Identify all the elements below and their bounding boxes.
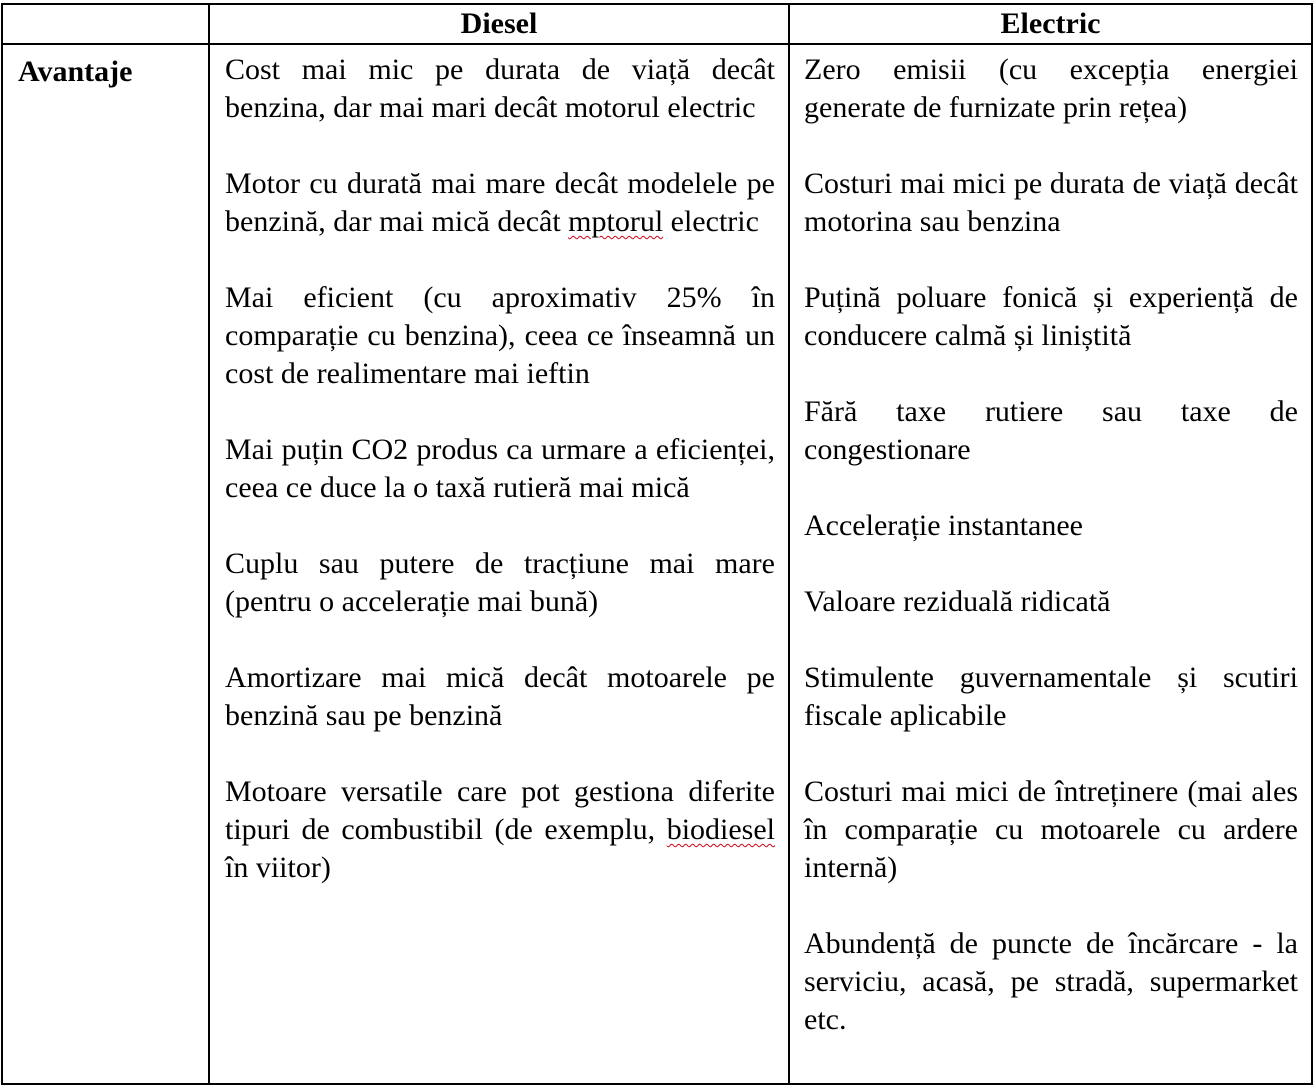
item-text: Abundență de puncte de încărcare - la serviciu, acasă, pe stradă, supermarket etc.: [804, 927, 1298, 1036]
electric-item: [804, 51, 1298, 127]
electric-item: [804, 659, 1298, 735]
item-text: Valoare reziduală ridicată: [804, 585, 1111, 618]
item-text: Cost mai mic pe durata de viață decât benzina, dar mai mari decât motorul electric: [225, 53, 775, 124]
electric-item: [804, 773, 1298, 887]
item-text: Cuplu sau putere de tracțiune mai mare (pentru o accelerație mai bună): [225, 547, 775, 618]
header-electric: Electric: [789, 4, 1312, 44]
electric-item: [804, 393, 1298, 469]
electric-item: [804, 583, 1298, 621]
item-text: Stimulente guvernamentale și scutiri fiscale aplicabile: [804, 661, 1298, 732]
item-text: Costuri mai mici de întreținere (mai ales în comparație cu motoarele cu ardere internă): [804, 775, 1298, 884]
item-text: Fără taxe rutiere sau taxe de congestionare: [804, 395, 1298, 466]
spellcheck-flagged-word: mptorul: [568, 205, 664, 238]
header-row: [2, 4, 1312, 44]
diesel-item: [225, 165, 775, 241]
diesel-item: [225, 51, 775, 127]
item-text: Puțină poluare fonică și experiență de conducere calmă și liniștită: [804, 281, 1298, 352]
spellcheck-flagged-word: biodiesel: [666, 813, 775, 846]
item-text: Costuri mai mici pe durata de viață decât motorina sau benzina: [804, 167, 1298, 238]
item-text: Amortizare mai mică decât motoarele pe benzină sau pe benzină: [225, 661, 775, 732]
diesel-item: [225, 431, 775, 507]
electric-item: [804, 925, 1298, 1039]
advantages-row: [2, 44, 1312, 1084]
diesel-item: [225, 659, 775, 735]
item-text: Mai puțin CO2 produs ca urmare a eficienței, ceea ce duce la o taxă rutieră mai mică: [225, 433, 775, 504]
diesel-item: [225, 279, 775, 393]
diesel-item: [225, 545, 775, 621]
electric-item: [804, 507, 1298, 545]
electric-item: [804, 279, 1298, 355]
comparison-table: [1, 3, 1313, 1085]
diesel-advantages-cell: [209, 44, 789, 1084]
header-diesel: Diesel: [209, 4, 789, 44]
item-text: Motor cu durată mai mare decât modelele pe benzină, dar mai mică decât: [225, 167, 775, 238]
electric-advantages-cell: [789, 44, 1312, 1084]
item-text: Mai eficient (cu aproximativ 25% în comparație cu benzina), ceea ce înseamnă un cost de realimentare mai ieftin: [225, 281, 775, 390]
item-text: în viitor): [225, 851, 331, 884]
header-empty-cell: [2, 4, 209, 44]
item-text: Zero emisii (cu excepția energiei generate de furnizate prin rețea): [804, 53, 1298, 124]
diesel-item: [225, 773, 775, 887]
item-text: Motoare versatile care pot gestiona diferite tipuri de combustibil (de exemplu,: [225, 775, 775, 846]
electric-item: [804, 165, 1298, 241]
row-label-advantages: Avantaje: [2, 44, 209, 1084]
item-text: electric: [663, 205, 759, 238]
item-text: Accelerație instantanee: [804, 509, 1083, 542]
